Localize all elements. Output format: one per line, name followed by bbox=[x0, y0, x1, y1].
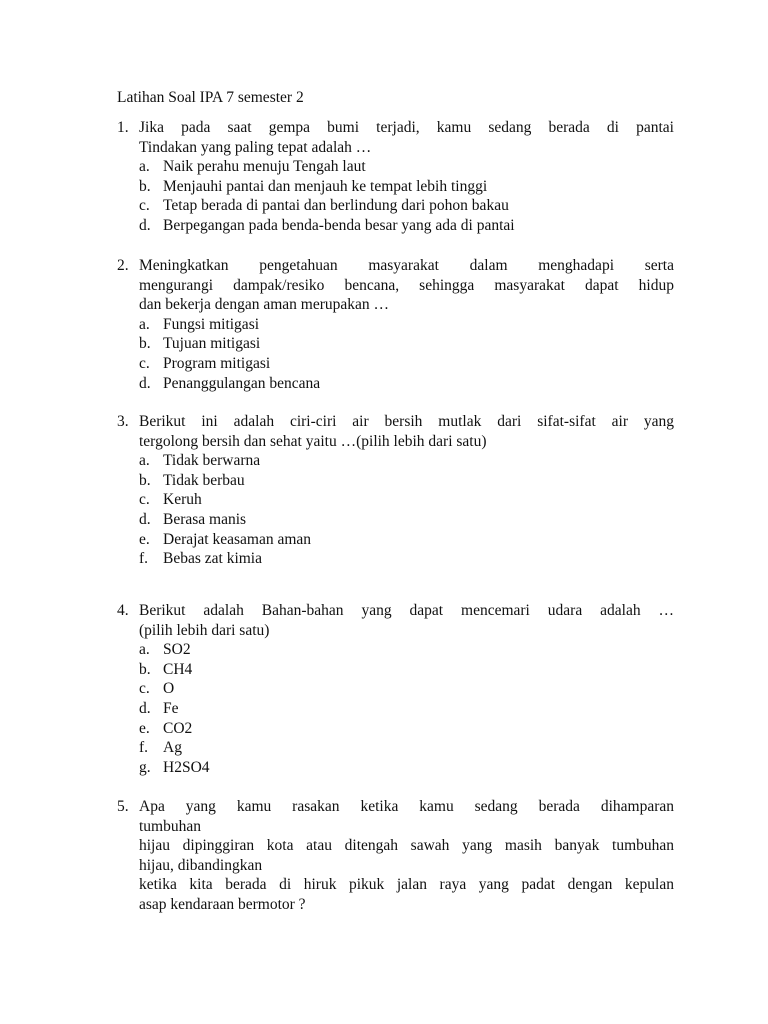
option-letter: c. bbox=[139, 354, 150, 372]
option-text: Penanggulangan bencana bbox=[163, 374, 321, 392]
question-text bbox=[139, 412, 674, 451]
option-letter: a. bbox=[139, 641, 150, 659]
option-letter: e. bbox=[139, 530, 150, 548]
question-3 bbox=[117, 412, 674, 569]
option-letter: b. bbox=[139, 335, 151, 353]
question-line: Berikut adalah Bahan-bahan yang dapat mencemari udara adalah … bbox=[139, 602, 674, 619]
question-line: ketika kita berada di hiruk pikuk jalan raya yang padat dengan kepulan bbox=[139, 876, 674, 894]
question-line: mengurangi dampak/resiko bencana, sehingga masyarakat dapat hidup bbox=[139, 276, 674, 294]
option-letter: c. bbox=[139, 491, 150, 509]
question-line: Tindakan yang paling tepat adalah … bbox=[139, 138, 372, 156]
answer-option bbox=[139, 530, 674, 550]
answer-option bbox=[139, 679, 674, 699]
answer-option bbox=[139, 719, 674, 739]
option-text: Berpegangan pada benda-benda besar yang ada di pantai bbox=[163, 216, 515, 234]
answer-option bbox=[139, 177, 674, 197]
answer-option bbox=[139, 699, 674, 719]
option-letter: e. bbox=[139, 719, 150, 737]
question-text bbox=[139, 118, 674, 157]
option-letter: d. bbox=[139, 510, 151, 528]
answer-option bbox=[139, 471, 674, 491]
answer-options bbox=[139, 640, 674, 777]
question-line: Berikut ini adalah ciri-ciri air bersih mutlak dari sifat-sifat air yang bbox=[139, 413, 674, 430]
question-line: tergolong bersih dan sehat yaitu …(pilih lebih dari satu) bbox=[139, 432, 487, 450]
answer-option bbox=[139, 640, 674, 660]
option-text: Tetap berada di pantai dan berlindung dari pohon bakau bbox=[163, 197, 509, 215]
option-letter: a. bbox=[139, 158, 150, 176]
question-text bbox=[139, 601, 674, 640]
answer-option bbox=[139, 315, 674, 335]
option-letter: f. bbox=[139, 739, 149, 757]
answer-option bbox=[139, 549, 674, 569]
option-letter: g. bbox=[139, 758, 151, 776]
option-letter: a. bbox=[139, 315, 150, 333]
answer-option bbox=[139, 451, 674, 471]
answer-option bbox=[139, 660, 674, 680]
option-text: Tidak berwarna bbox=[163, 452, 261, 470]
option-letter: b. bbox=[139, 660, 151, 678]
question-line: Meningkatkan pengetahuan masyarakat dalam menghadapi serta bbox=[139, 257, 674, 274]
option-text: SO2 bbox=[163, 641, 191, 659]
option-text: Bebas zat kimia bbox=[163, 550, 262, 568]
option-text: Tidak berbau bbox=[163, 471, 245, 489]
option-text: O bbox=[163, 680, 175, 698]
question-text bbox=[139, 256, 674, 315]
question-number: 2. bbox=[117, 257, 129, 274]
option-letter: c. bbox=[139, 197, 150, 215]
option-text: Menjauhi pantai dan menjauh ke tempat lebih tinggi bbox=[163, 177, 488, 195]
answer-option bbox=[139, 334, 674, 354]
option-text: CH4 bbox=[163, 660, 193, 678]
answer-option bbox=[139, 738, 674, 758]
option-text: Tujuan mitigasi bbox=[163, 335, 261, 353]
option-letter: d. bbox=[139, 216, 151, 234]
answer-options bbox=[139, 157, 674, 235]
answer-option bbox=[139, 157, 674, 177]
question-number: 5. bbox=[117, 798, 129, 815]
answer-option bbox=[139, 354, 674, 374]
question-number: 1. bbox=[117, 119, 129, 136]
question-number: 4. bbox=[117, 602, 129, 619]
option-letter: c. bbox=[139, 680, 150, 698]
option-text: Program mitigasi bbox=[163, 354, 271, 372]
option-text: Fe bbox=[163, 699, 179, 717]
answer-option bbox=[139, 510, 674, 530]
answer-option bbox=[139, 374, 674, 394]
question-2 bbox=[117, 256, 674, 393]
question-line: hijau, dibandingkan bbox=[139, 856, 263, 874]
question-number: 3. bbox=[117, 413, 129, 430]
option-text: Berasa manis bbox=[163, 510, 247, 528]
option-letter: a. bbox=[139, 452, 150, 470]
option-letter: d. bbox=[139, 374, 151, 392]
question-line: hijau dipinggiran kota atau ditengah sawah yang masih banyak tumbuhan bbox=[139, 837, 674, 855]
option-text: Fungsi mitigasi bbox=[163, 315, 260, 333]
answer-option bbox=[139, 196, 674, 216]
option-letter: d. bbox=[139, 699, 151, 717]
question-line: Apa yang kamu rasakan ketika kamu sedang berada dihamparan bbox=[139, 798, 674, 815]
option-text: Derajat keasaman aman bbox=[163, 530, 312, 548]
question-line: tumbuhan bbox=[139, 817, 201, 835]
question-4 bbox=[117, 601, 674, 777]
option-letter: b. bbox=[139, 471, 151, 489]
question-5 bbox=[117, 797, 674, 915]
answer-option bbox=[139, 758, 674, 778]
question-1 bbox=[117, 118, 674, 236]
option-text: Naik perahu menuju Tengah laut bbox=[163, 158, 366, 176]
answer-option bbox=[139, 490, 674, 510]
option-text: Keruh bbox=[163, 491, 202, 509]
question-line: (pilih lebih dari satu) bbox=[139, 621, 270, 639]
document-title: Latihan Soal IPA 7 semester 2 bbox=[117, 89, 304, 106]
question-line: asap kendaraan bermotor ? bbox=[139, 895, 306, 913]
option-text: CO2 bbox=[163, 719, 193, 737]
question-line: Jika pada saat gempa bumi terjadi, kamu sedang berada di pantai bbox=[139, 119, 674, 136]
question-line: dan bekerja dengan aman merupakan … bbox=[139, 296, 390, 314]
option-text: Ag bbox=[163, 739, 182, 757]
answer-options bbox=[139, 315, 674, 393]
answer-option bbox=[139, 216, 674, 236]
option-letter: b. bbox=[139, 177, 151, 195]
question-text bbox=[139, 797, 674, 915]
answer-options bbox=[139, 451, 674, 569]
option-letter: f. bbox=[139, 550, 149, 568]
option-text: H2SO4 bbox=[163, 758, 210, 776]
